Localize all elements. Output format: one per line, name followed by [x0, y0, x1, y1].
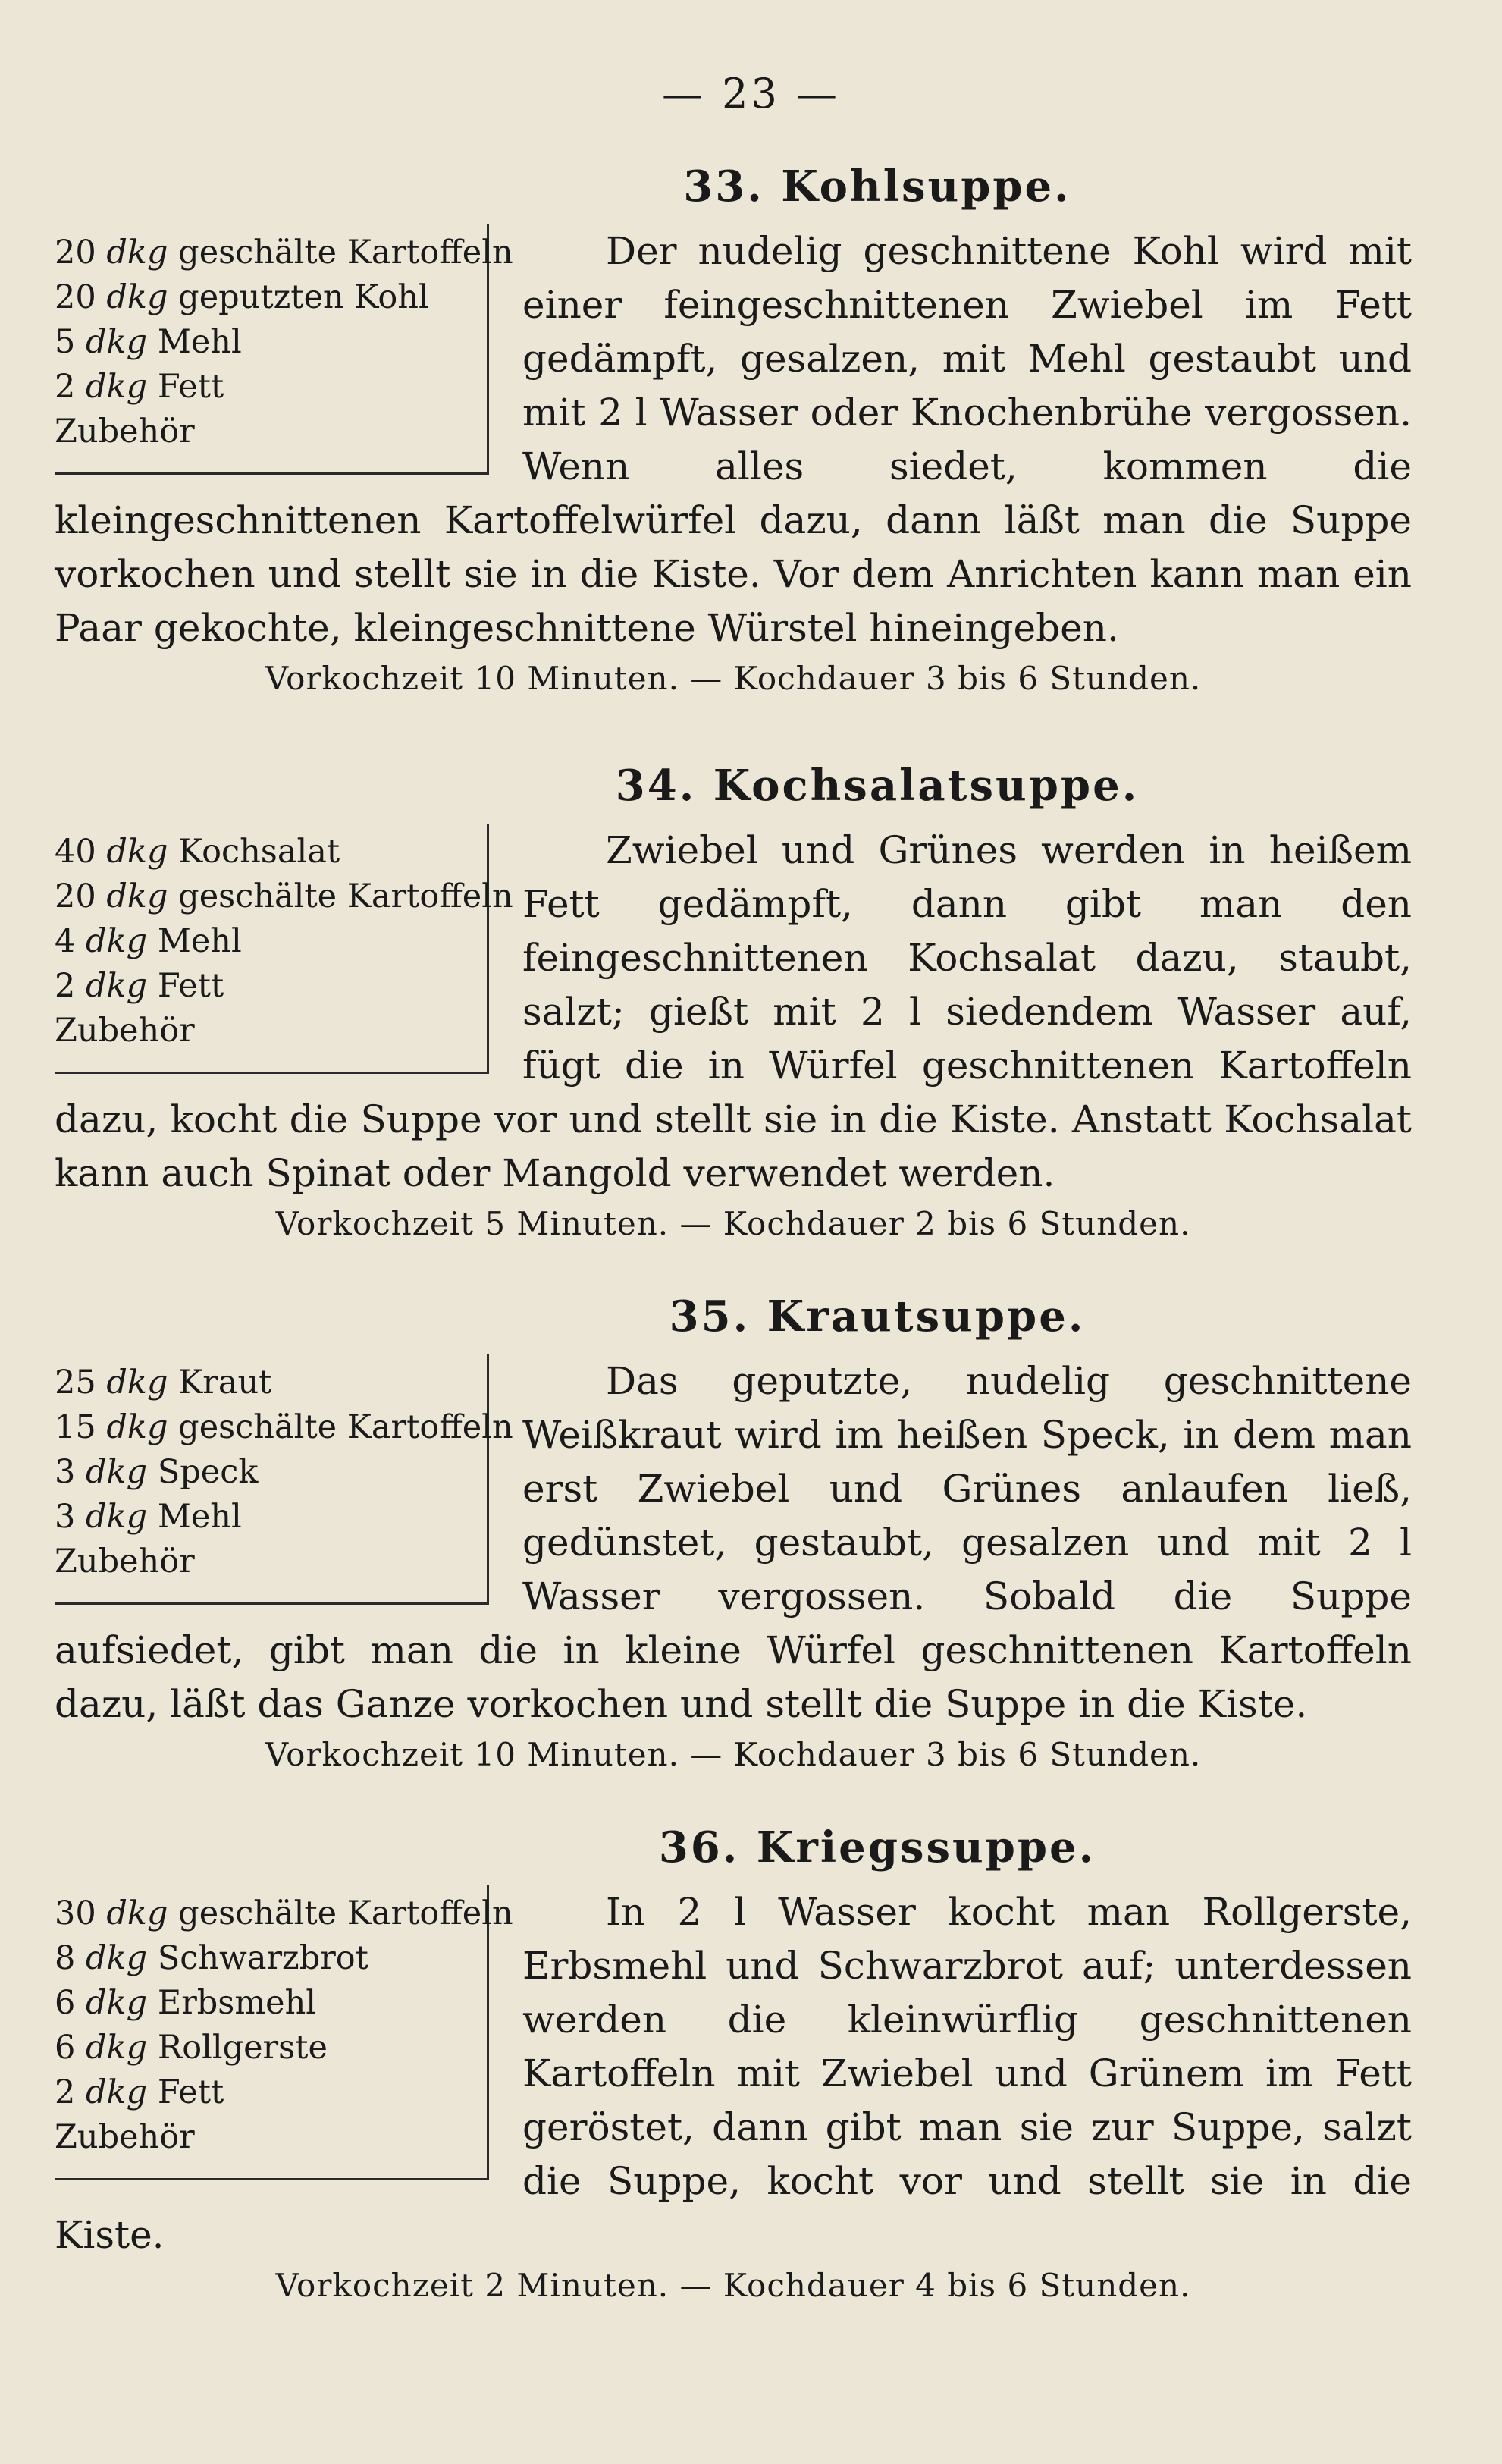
recipe-33 [55, 159, 1412, 701]
ingredient-row: 30 dkg geschälte Kartoffeln [55, 1894, 513, 1932]
recipe-instructions: In 2 l Wasser kocht man Rollgerste, Erbsmehl und Schwarzbrot auf; unterdessen werden die kleinwürflig geschnittenen Kartoffeln mit Zwiebel und Grünem im Fett geröstet, dann gibt man sie zur Suppe, salzt die Suppe, kocht vor und stellt sie in die Kiste. [55, 1890, 1412, 2257]
recipe-instructions: Das geputzte, nudelig geschnittene Weißkraut wird im heißen Speck, in dem man erst Zwiebel und Grünes anlaufen ließ, gedünstet, gestaubt, gesalzen und mit 2 l Wasser vergossen. Sobald die Suppe aufsiedet, gibt man die in kleine Würfel geschnittenen Kartoffeln dazu, läßt das Ganze vorkochen und stellt die Suppe in die Kiste. [55, 1359, 1412, 1726]
recipe-title: 35. Krautsuppe. [669, 1292, 1086, 1342]
ingredient-row: 40 dkg Kochsalat [55, 833, 340, 871]
ingredient-row: Zubehör [55, 2118, 195, 2156]
ingredient-row: 2 dkg Fett [55, 967, 224, 1005]
ingredient-row: 3 dkg Mehl [55, 1498, 242, 1536]
ingredient-row: 2 dkg Fett [55, 368, 224, 406]
recipe-title: 34. Kochsalatsuppe. [615, 761, 1140, 811]
page-number: — 23 — [661, 70, 841, 118]
ingredient-row: 6 dkg Rollgerste [55, 2029, 328, 2067]
cooking-time: Vorkochzeit 10 Minuten. — Kochdauer 3 bis 6 Stunden. [265, 1736, 1202, 1773]
ingredient-row: 2 dkg Fett [55, 2073, 224, 2111]
ingredient-list [55, 224, 513, 475]
recipe-36 [55, 1820, 1412, 2308]
ingredient-row: 8 dkg Schwarzbrot [55, 1939, 368, 1977]
ingredient-row: Zubehör [55, 1012, 195, 1050]
ingredient-row: 4 dkg Mehl [55, 922, 242, 960]
recipe-instructions: Zwiebel und Grünes werden in heißem Fett gedämpft, dann gibt man den feingeschnittenen Kochsalat dazu, staubt, salzt; gießt mit 2 l siedendem Wasser auf, fügt die in Würfel geschnittenen Kartoffeln dazu, kocht die Suppe vor und stellt sie in die Kiste. Anstatt Kochsalat kann auch Spinat oder Mangold verwendet werden. [55, 828, 1412, 1195]
recipe-instructions: Der nudelig geschnittene Kohl wird mit einer feingeschnittenen Zwiebel im Fett gedämpft, gesalzen, mit Mehl gestaubt und mit 2 l Wasser oder Knochenbrühe vergossen. Wenn alles siedet, kommen die kleingeschnittenen Kartoffelwürfel dazu, dann läßt man die Suppe vorkochen und stellt sie in die Kiste. Vor dem Anrichten kann man ein Paar gekochte, kleingeschnittene Würstel hineingeben. [55, 229, 1412, 650]
ingredient-list [55, 1885, 513, 2180]
ingredient-row: 3 dkg Speck [55, 1453, 259, 1491]
ingredient-row: 25 dkg Kraut [55, 1364, 272, 1401]
ingredient-row: 20 dkg geputzten Kohl [55, 278, 429, 316]
ingredient-row: 5 dkg Mehl [55, 323, 242, 361]
ingredient-row: 15 dkg geschälte Kartoffeln [55, 1408, 513, 1446]
recipe-34 [55, 758, 1412, 1246]
ingredient-list [55, 1354, 513, 1605]
recipe-title: 36. Kriegssuppe. [658, 1822, 1096, 1872]
recipe-title: 33. Kohlsuppe. [683, 162, 1071, 212]
cooking-time: Vorkochzeit 10 Minuten. — Kochdauer 3 bis 6 Stunden. [265, 660, 1202, 697]
ingredient-row: 6 dkg Erbsmehl [55, 1984, 317, 2022]
ingredient-row: Zubehör [55, 1543, 195, 1580]
ingredient-row: 20 dkg geschälte Kartoffeln [55, 234, 513, 272]
cooking-time: Vorkochzeit 5 Minuten. — Kochdauer 2 bis 6 Stunden. [275, 1205, 1191, 1242]
ingredient-row: 20 dkg geschälte Kartoffeln [55, 877, 513, 915]
recipe-35 [55, 1289, 1412, 1777]
ingredient-row: Zubehör [55, 413, 195, 450]
cooking-time: Vorkochzeit 2 Minuten. — Kochdauer 4 bis 6 Stunden. [275, 2267, 1191, 2304]
ingredient-list [55, 824, 513, 1074]
